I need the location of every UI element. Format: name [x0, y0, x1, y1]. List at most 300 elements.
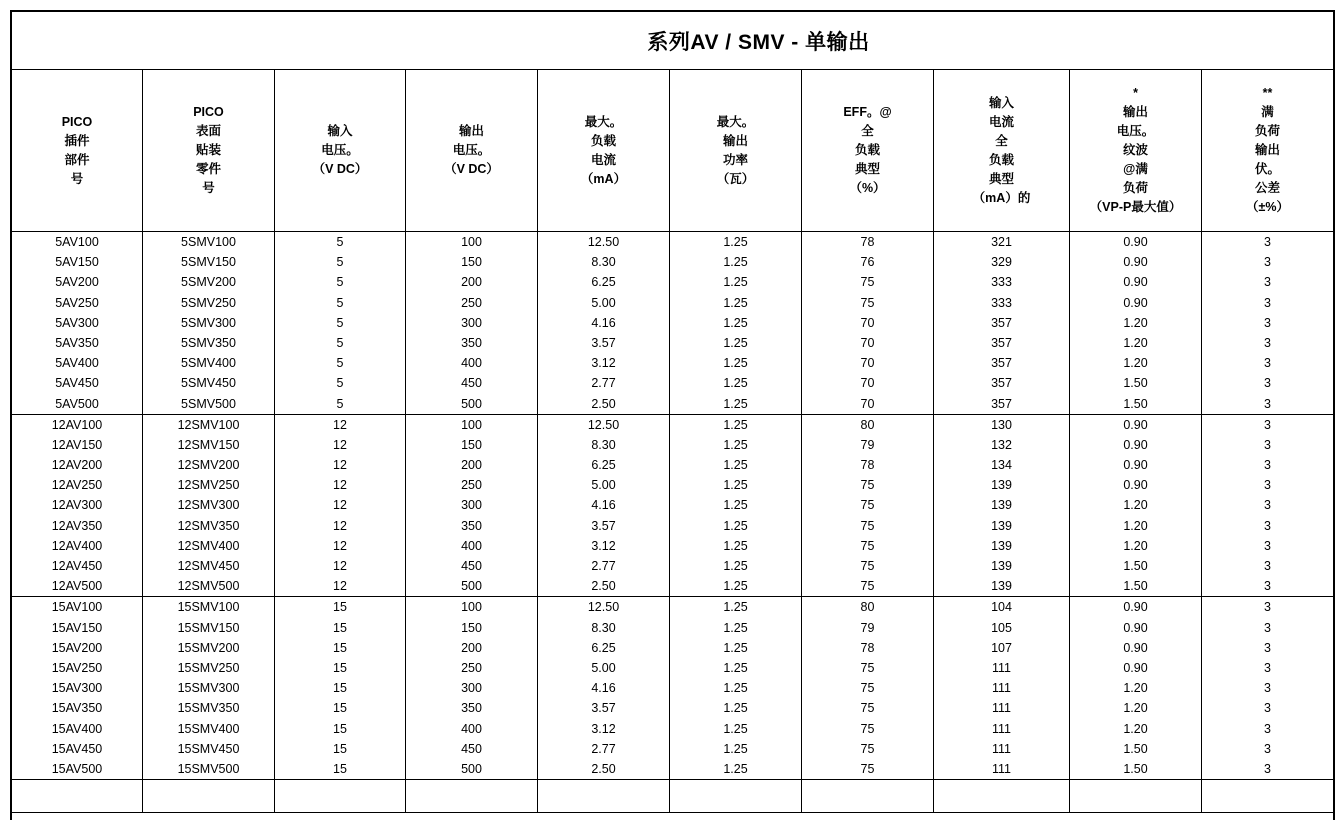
table-row	[12, 759, 1333, 779]
table-cell: 12AV200	[12, 455, 143, 475]
table-cell: 12	[275, 536, 406, 556]
table-cell: 1.20	[1070, 353, 1202, 373]
table-cell: 76	[802, 252, 934, 272]
table-cell: 333	[934, 293, 1070, 313]
row-group	[12, 597, 1333, 780]
table-cell	[275, 780, 406, 812]
table-cell: 111	[934, 678, 1070, 698]
table-cell: 333	[934, 272, 1070, 292]
table-row	[12, 373, 1333, 393]
table-cell: 400	[406, 719, 538, 739]
table-cell: 12SMV300	[143, 495, 275, 515]
table-cell: 12AV250	[12, 475, 143, 495]
table-cell: 139	[934, 495, 1070, 515]
table-cell: 3	[1264, 741, 1271, 756]
table-cell: 357	[934, 394, 1070, 414]
table-cell: 5.00	[538, 293, 670, 313]
table-cell: 3	[1264, 255, 1271, 270]
table-cell: 3.12	[538, 353, 670, 373]
table-cell: 15SMV500	[143, 759, 275, 779]
table-cell: 3	[1264, 559, 1271, 573]
table-cell: 70	[802, 373, 934, 393]
table-cell: 111	[934, 658, 1070, 678]
table-cell: 15AV400	[12, 719, 143, 739]
table-cell: 150	[406, 252, 538, 272]
table-cell: 3	[1264, 376, 1271, 391]
table-cell: 5SMV450	[143, 373, 275, 393]
header-cell: 最大。 负载 电流 （mA）	[538, 70, 670, 231]
table-cell: 1.25	[670, 232, 802, 252]
table-cell: 75	[802, 719, 934, 739]
table-cell	[802, 780, 934, 812]
table-cell: 6.25	[538, 638, 670, 658]
table-cell: 1.25	[670, 495, 802, 515]
table-cell: 1.20	[1070, 698, 1202, 718]
table-cell: 12AV300	[12, 495, 143, 515]
table-cell: 15SMV250	[143, 658, 275, 678]
table-cell: 5	[275, 333, 406, 353]
table-cell: 134	[934, 455, 1070, 475]
table-cell: 0.90	[1070, 597, 1202, 617]
table-cell: 1.25	[670, 435, 802, 455]
table-cell: 1.25	[670, 759, 802, 779]
table-cell: 15	[275, 597, 406, 617]
table-cell: 75	[802, 698, 934, 718]
table-cell: 2.50	[538, 576, 670, 596]
table-cell: 79	[802, 618, 934, 638]
table-cell	[1202, 780, 1333, 812]
table-cell: 5	[275, 313, 406, 333]
table-cell	[934, 780, 1070, 812]
table-cell: 12	[275, 435, 406, 455]
table-cell: 5AV400	[12, 353, 143, 373]
table-cell: 15AV500	[12, 759, 143, 779]
table-cell: 80	[802, 597, 934, 617]
table-cell: 321	[934, 232, 1070, 252]
table-cell: 75	[802, 495, 934, 515]
table-cell: 0.90	[1070, 252, 1202, 272]
table-cell: 1.25	[670, 556, 802, 576]
table-cell: 75	[802, 475, 934, 495]
table-cell: 4.16	[538, 313, 670, 333]
table-cell: 8.30	[538, 252, 670, 272]
table-cell: 3	[1264, 417, 1271, 432]
table-cell: 3	[1264, 640, 1271, 655]
table-cell: 75	[802, 759, 934, 779]
table-cell: 75	[802, 556, 934, 576]
table-cell: 400	[406, 536, 538, 556]
row-group	[12, 415, 1333, 598]
table-cell: 5SMV250	[143, 293, 275, 313]
table-cell: 3	[1264, 600, 1271, 615]
table-cell: 0.90	[1070, 455, 1202, 475]
table-cell: 1.20	[1070, 313, 1202, 333]
table-row	[12, 272, 1333, 292]
table-cell: 12AV450	[12, 556, 143, 576]
table-cell: 5SMV200	[143, 272, 275, 292]
table-cell: 1.25	[670, 536, 802, 556]
datasheet-table	[10, 10, 1335, 820]
header-cell: 输出 电压。 （V DC）	[406, 70, 538, 231]
table-cell: 250	[406, 658, 538, 678]
table-cell: 300	[406, 495, 538, 515]
table-cell: 3	[1264, 356, 1271, 371]
table-cell: 12.50	[538, 415, 670, 435]
table-row	[12, 475, 1333, 495]
table-cell: 3	[1264, 660, 1271, 675]
table-cell: 450	[406, 556, 538, 576]
table-cell: 329	[934, 252, 1070, 272]
table-cell: 3	[1264, 498, 1271, 513]
table-partial-next-row	[12, 780, 1333, 813]
table-cell: 5.00	[538, 475, 670, 495]
table-cell: 1.25	[670, 597, 802, 617]
table-cell: 5AV250	[12, 293, 143, 313]
table-cell: 15AV350	[12, 698, 143, 718]
table-row	[12, 516, 1333, 536]
table-cell	[1070, 780, 1202, 812]
table-cell: 0.90	[1070, 618, 1202, 638]
table-row	[12, 333, 1333, 353]
table-cell: 1.20	[1070, 536, 1202, 556]
table-cell: 300	[406, 678, 538, 698]
table-cell: 5AV300	[12, 313, 143, 333]
table-cell: 1.50	[1070, 759, 1202, 779]
table-cell: 357	[934, 353, 1070, 373]
table-cell: 1.20	[1070, 333, 1202, 353]
table-row	[12, 353, 1333, 373]
table-cell: 1.25	[670, 698, 802, 718]
table-cell: 15	[275, 698, 406, 718]
table-cell: 200	[406, 455, 538, 475]
table-cell: 139	[934, 576, 1070, 596]
page-title: 系列AV / SMV - 单输出	[647, 30, 870, 54]
table-cell: 15SMV450	[143, 739, 275, 759]
table-cell: 8.30	[538, 435, 670, 455]
header-cell: 最大。 输出 功率 （瓦）	[670, 70, 802, 231]
table-row	[12, 739, 1333, 759]
table-cell: 75	[802, 739, 934, 759]
table-cell: 132	[934, 435, 1070, 455]
table-cell: 5	[275, 373, 406, 393]
table-cell: 1.25	[670, 475, 802, 495]
table-cell: 5	[275, 232, 406, 252]
table-row	[12, 638, 1333, 658]
table-cell: 15	[275, 739, 406, 759]
table-cell: 75	[802, 678, 934, 698]
table-cell: 1.25	[670, 719, 802, 739]
table-cell: 1.20	[1070, 516, 1202, 536]
table-cell: 15	[275, 638, 406, 658]
table-cell: 75	[802, 536, 934, 556]
table-cell: 150	[406, 435, 538, 455]
table-cell: 139	[934, 516, 1070, 536]
table-cell: 0.90	[1070, 435, 1202, 455]
table-cell: 1.25	[670, 394, 802, 414]
table-cell: 12	[275, 556, 406, 576]
table-cell: 1.25	[670, 333, 802, 353]
table-cell: 12	[275, 516, 406, 536]
table-cell: 0.90	[1070, 232, 1202, 252]
table-cell: 3	[1264, 458, 1271, 473]
header-cell: 输入 电压。 （V DC）	[275, 70, 406, 231]
table-cell: 3.57	[538, 333, 670, 353]
table-cell: 111	[934, 698, 1070, 718]
table-cell: 5AV100	[12, 232, 143, 252]
table-cell: 15AV100	[12, 597, 143, 617]
table-cell: 357	[934, 333, 1070, 353]
table-cell	[406, 780, 538, 812]
table-cell: 5	[275, 293, 406, 313]
table-row	[12, 232, 1333, 252]
table-cell: 1.25	[670, 638, 802, 658]
table-cell: 1.25	[670, 415, 802, 435]
header-cell: 输入 电流 全 负载 典型 （mA）的	[934, 70, 1070, 231]
table-cell: 12.50	[538, 597, 670, 617]
table-cell: 357	[934, 373, 1070, 393]
table-cell: 5	[275, 272, 406, 292]
table-cell: 70	[802, 313, 934, 333]
table-cell: 1.50	[1070, 394, 1202, 414]
table-cell: 3.57	[538, 516, 670, 536]
table-cell: 3	[1264, 275, 1271, 290]
table-cell: 0.90	[1070, 415, 1202, 435]
table-cell: 12SMV200	[143, 455, 275, 475]
table-cell: 3.12	[538, 719, 670, 739]
table-cell: 3	[1264, 620, 1271, 635]
table-cell: 8.30	[538, 618, 670, 638]
table-cell: 0.90	[1070, 272, 1202, 292]
table-cell: 15SMV300	[143, 678, 275, 698]
header-cell: PICO 插件 部件 号	[12, 70, 143, 231]
table-cell: 15	[275, 678, 406, 698]
table-cell: 15AV200	[12, 638, 143, 658]
table-cell: 12	[275, 495, 406, 515]
table-cell: 3.12	[538, 536, 670, 556]
table-cell: 111	[934, 739, 1070, 759]
table-cell: 4.16	[538, 678, 670, 698]
table-cell: 2.77	[538, 739, 670, 759]
table-cell: 2.50	[538, 759, 670, 779]
table-cell: 3	[1264, 518, 1271, 533]
table-cell: 3	[1264, 478, 1271, 493]
table-cell: 12AV400	[12, 536, 143, 556]
table-cell: 5AV500	[12, 394, 143, 414]
table-row	[12, 313, 1333, 333]
table-cell: 70	[802, 353, 934, 373]
table-row	[12, 678, 1333, 698]
table-cell: 75	[802, 516, 934, 536]
table-row	[12, 252, 1333, 272]
table-cell: 15AV300	[12, 678, 143, 698]
table-cell: 12AV350	[12, 516, 143, 536]
table-cell: 3	[1264, 335, 1271, 350]
table-cell: 15AV250	[12, 658, 143, 678]
table-cell: 12SMV500	[143, 576, 275, 596]
table-row	[12, 780, 1333, 812]
table-cell: 12AV150	[12, 435, 143, 455]
table-cell: 104	[934, 597, 1070, 617]
table-row	[12, 495, 1333, 515]
table-cell: 4.16	[538, 495, 670, 515]
table-row	[12, 658, 1333, 678]
table-cell: 3	[1264, 579, 1271, 594]
table-cell: 1.25	[670, 293, 802, 313]
table-cell: 500	[406, 759, 538, 779]
table-cell: 1.25	[670, 516, 802, 536]
table-cell: 3	[1264, 396, 1271, 411]
table-cell: 1.25	[670, 618, 802, 638]
table-cell: 3	[1264, 701, 1271, 716]
table-cell: 1.25	[670, 658, 802, 678]
table-cell: 1.50	[1070, 739, 1202, 759]
table-cell: 3	[1264, 295, 1271, 310]
table-cell: 500	[406, 576, 538, 596]
table-cell: 3	[1264, 235, 1271, 249]
table-cell: 1.25	[670, 272, 802, 292]
table-cell: 15SMV150	[143, 618, 275, 638]
table-cell: 5	[275, 394, 406, 414]
table-row	[12, 698, 1333, 718]
table-cell: 5AV350	[12, 333, 143, 353]
table-header-row	[12, 70, 1333, 232]
table-cell: 5SMV300	[143, 313, 275, 333]
table-cell: 130	[934, 415, 1070, 435]
table-cell: 12	[275, 475, 406, 495]
table-cell: 500	[406, 394, 538, 414]
table-cell: 139	[934, 475, 1070, 495]
table-cell: 0.90	[1070, 638, 1202, 658]
table-cell: 2.50	[538, 394, 670, 414]
table-cell: 12SMV450	[143, 556, 275, 576]
table-cell: 15	[275, 719, 406, 739]
table-cell: 12SMV250	[143, 475, 275, 495]
table-cell: 150	[406, 618, 538, 638]
header-cell: EFF。@ 全 负载 典型 （%）	[802, 70, 934, 231]
table-cell: 2.77	[538, 556, 670, 576]
table-cell: 350	[406, 698, 538, 718]
table-cell: 12AV500	[12, 576, 143, 596]
table-row	[12, 435, 1333, 455]
table-cell: 100	[406, 597, 538, 617]
table-cell: 1.20	[1070, 719, 1202, 739]
table-cell	[12, 780, 143, 812]
table-cell: 12SMV400	[143, 536, 275, 556]
table-cell: 105	[934, 618, 1070, 638]
table-cell: 12	[275, 455, 406, 475]
table-cell: 1.25	[670, 353, 802, 373]
table-cell: 300	[406, 313, 538, 333]
table-cell: 450	[406, 739, 538, 759]
table-cell	[670, 780, 802, 812]
table-cell: 3	[1264, 437, 1271, 452]
table-cell: 15SMV400	[143, 719, 275, 739]
table-cell: 450	[406, 373, 538, 393]
table-cell: 0.90	[1070, 475, 1202, 495]
table-cell: 15AV450	[12, 739, 143, 759]
table-cell: 5SMV150	[143, 252, 275, 272]
table-cell: 78	[802, 455, 934, 475]
table-cell: 6.25	[538, 272, 670, 292]
table-row	[12, 415, 1333, 435]
table-cell: 15	[275, 658, 406, 678]
table-cell: 5AV450	[12, 373, 143, 393]
table-cell: 5SMV500	[143, 394, 275, 414]
table-cell: 12SMV100	[143, 415, 275, 435]
table-cell: 1.20	[1070, 678, 1202, 698]
table-cell: 15SMV350	[143, 698, 275, 718]
table-cell: 2.77	[538, 373, 670, 393]
table-row	[12, 576, 1333, 596]
table-cell: 15SMV100	[143, 597, 275, 617]
table-cell: 5.00	[538, 658, 670, 678]
table-cell: 200	[406, 638, 538, 658]
table-cell: 0.90	[1070, 293, 1202, 313]
table-cell: 5	[275, 252, 406, 272]
table-cell: 111	[934, 719, 1070, 739]
table-cell: 75	[802, 293, 934, 313]
table-cell: 1.50	[1070, 373, 1202, 393]
table-cell: 70	[802, 333, 934, 353]
table-cell: 1.25	[670, 739, 802, 759]
table-body	[12, 232, 1333, 780]
header-cell: * 输出 电压。 纹波 @满 负荷 （VP-P最大值）	[1070, 70, 1202, 231]
table-cell: 1.20	[1070, 495, 1202, 515]
table-cell: 15	[275, 618, 406, 638]
table-cell: 1.25	[670, 678, 802, 698]
table-cell: 1.25	[670, 313, 802, 333]
table-cell: 5SMV400	[143, 353, 275, 373]
table-cell: 5AV200	[12, 272, 143, 292]
table-cell: 1.25	[670, 455, 802, 475]
table-cell: 12AV100	[12, 415, 143, 435]
table-cell: 1.25	[670, 373, 802, 393]
table-cell: 1.50	[1070, 576, 1202, 596]
table-cell: 357	[934, 313, 1070, 333]
table-cell: 200	[406, 272, 538, 292]
table-row	[12, 455, 1333, 475]
table-cell: 1.25	[670, 252, 802, 272]
table-row	[12, 719, 1333, 739]
table-cell: 75	[802, 658, 934, 678]
table-cell: 3	[1264, 538, 1271, 553]
table-row	[12, 394, 1333, 414]
table-cell: 111	[934, 759, 1070, 779]
table-cell: 1.25	[670, 576, 802, 596]
table-cell: 15	[275, 759, 406, 779]
table-cell: 107	[934, 638, 1070, 658]
table-cell: 78	[802, 638, 934, 658]
table-cell: 100	[406, 232, 538, 252]
table-cell: 75	[802, 576, 934, 596]
header-cell: ** 满 负荷 输出 伏。 公差 （±%）	[1246, 86, 1289, 214]
table-cell: 250	[406, 293, 538, 313]
row-group	[12, 232, 1333, 415]
table-cell: 5AV150	[12, 252, 143, 272]
table-cell: 5SMV100	[143, 232, 275, 252]
table-cell: 5SMV350	[143, 333, 275, 353]
table-cell: 139	[934, 536, 1070, 556]
table-cell: 12.50	[538, 232, 670, 252]
table-row	[12, 597, 1333, 617]
table-title-row	[12, 12, 1333, 70]
table-cell: 15AV150	[12, 618, 143, 638]
table-cell: 80	[802, 415, 934, 435]
table-cell: 0.90	[1070, 658, 1202, 678]
table-cell: 70	[802, 394, 934, 414]
table-cell: 6.25	[538, 455, 670, 475]
table-cell: 5	[275, 353, 406, 373]
